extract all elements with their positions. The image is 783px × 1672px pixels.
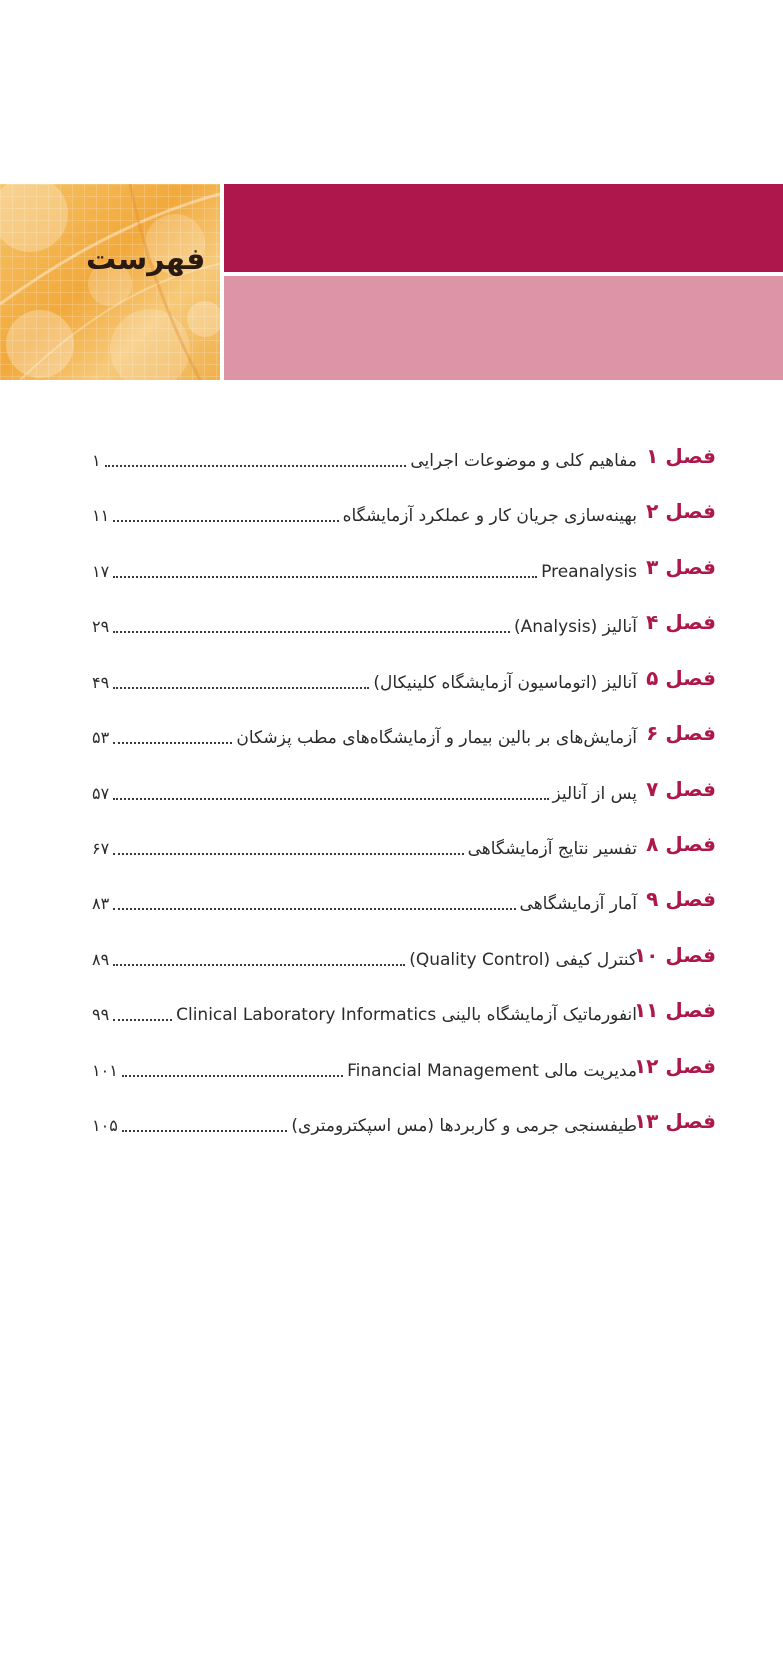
toc-row-11[interactable] — [0, 994, 783, 1034]
dot-leader — [113, 576, 537, 578]
dot-leader — [113, 520, 338, 522]
dot-leader — [113, 631, 510, 633]
chapter-label: فصل ۶ — [646, 721, 716, 745]
dot-leader — [113, 964, 405, 966]
entry-page-number: ۴۹ — [92, 673, 110, 692]
toc-row-7[interactable] — [0, 773, 783, 813]
dot-leader — [113, 687, 369, 689]
chapter-label: فصل ۱۱ — [633, 998, 716, 1022]
toc-entry — [92, 610, 637, 640]
chapter-label: فصل ۱ — [646, 444, 716, 468]
toc-row-1[interactable] — [0, 440, 783, 480]
entry-title: تفسیر نتایج آزمایشگاهی — [467, 839, 637, 859]
entry-page-number: ۵۳ — [92, 728, 110, 747]
chapter-label: فصل ۷ — [646, 777, 716, 801]
toc-entry — [92, 887, 637, 917]
entry-page-number: ۶۷ — [92, 839, 110, 858]
page-title: فهرست — [86, 242, 206, 277]
toc-row-9[interactable] — [0, 883, 783, 923]
entry-title: آزمایش‌های بر بالین بیمار و آزمایشگاه‌های مطب پزشکان — [236, 728, 637, 748]
toc-entry — [92, 832, 637, 862]
toc-entry — [92, 555, 637, 585]
entry-title: مفاهیم کلی و موضوعات اجرایی — [410, 451, 637, 471]
chapter-label: فصل ۳ — [646, 555, 716, 579]
toc-row-6[interactable] — [0, 717, 783, 757]
dot-leader — [113, 908, 515, 910]
toc-entry — [92, 777, 637, 807]
toc-entry — [92, 721, 637, 751]
chapter-label: فصل ۸ — [646, 832, 716, 856]
toc-entry — [92, 998, 637, 1028]
header-band-dark — [224, 184, 783, 272]
dot-leader — [105, 465, 407, 467]
toc-row-5[interactable] — [0, 662, 783, 702]
chapter-label: فصل ۱۰ — [633, 943, 716, 967]
entry-title: طیفسنجی جرمی و کاربردها (مس اسپکترومتری) — [291, 1116, 637, 1136]
chapter-label: فصل ۱۲ — [633, 1054, 716, 1078]
toc-row-2[interactable] — [0, 495, 783, 535]
entry-title: مدیریت مالی Financial Management — [347, 1061, 637, 1081]
dot-leader — [113, 798, 548, 800]
entry-page-number: ۹۹ — [92, 1005, 110, 1024]
toc-entry — [92, 1109, 637, 1139]
dot-leader — [122, 1130, 288, 1132]
entry-page-number: ۸۳ — [92, 894, 110, 913]
chapter-label: فصل ۱۳ — [633, 1109, 716, 1133]
toc-row-13[interactable] — [0, 1105, 783, 1145]
entry-title: آنالیز (اتوماسیون آزمایشگاه کلینیکال) — [373, 673, 637, 693]
toc-entry — [92, 499, 637, 529]
toc-row-8[interactable] — [0, 828, 783, 868]
dot-leader — [113, 853, 463, 855]
entry-title: پس از آنالیز — [552, 784, 637, 804]
entry-page-number: ۱۰۱ — [92, 1061, 118, 1080]
toc-row-12[interactable] — [0, 1050, 783, 1090]
toc-entry — [92, 444, 637, 474]
entry-page-number: ۱ — [92, 451, 101, 470]
entry-title: کنترل کیفی (Quality Control) — [409, 950, 637, 970]
chapter-label: فصل ۹ — [646, 887, 716, 911]
bokeh-grid-pattern — [0, 184, 220, 380]
dot-leader — [113, 742, 232, 744]
entry-title: آنالیز (Analysis) — [513, 617, 637, 637]
dot-leader — [122, 1075, 343, 1077]
toc-entry — [92, 1054, 637, 1084]
entry-title: Preanalysis — [541, 562, 637, 582]
toc-row-4[interactable] — [0, 606, 783, 646]
header-decorative-image — [0, 184, 220, 380]
toc-row-10[interactable] — [0, 939, 783, 979]
entry-page-number: ۵۷ — [92, 784, 110, 803]
entry-page-number: ۸۹ — [92, 950, 110, 969]
entry-title: بهینه‌سازی جریان کار و عملکرد آزمایشگاه — [342, 506, 637, 526]
toc-entry — [92, 666, 637, 696]
entry-page-number: ۱۷ — [92, 562, 110, 581]
entry-title: آمار آزمایشگاهی — [519, 894, 637, 914]
chapter-label: فصل ۲ — [646, 499, 716, 523]
entry-title: انفورماتیک آزمایشگاه بالینی Clinical Laboratory Informatics — [176, 1005, 637, 1025]
toc-entry — [92, 943, 637, 973]
toc-row-3[interactable] — [0, 551, 783, 591]
dot-leader — [113, 1019, 172, 1021]
chapter-label: فصل ۴ — [646, 610, 716, 634]
entry-page-number: ۱۱ — [92, 506, 110, 525]
header-band-light — [224, 276, 783, 380]
entry-page-number: ۱۰۵ — [92, 1116, 118, 1135]
chapter-label: فصل ۵ — [646, 666, 716, 690]
entry-page-number: ۲۹ — [92, 617, 110, 636]
